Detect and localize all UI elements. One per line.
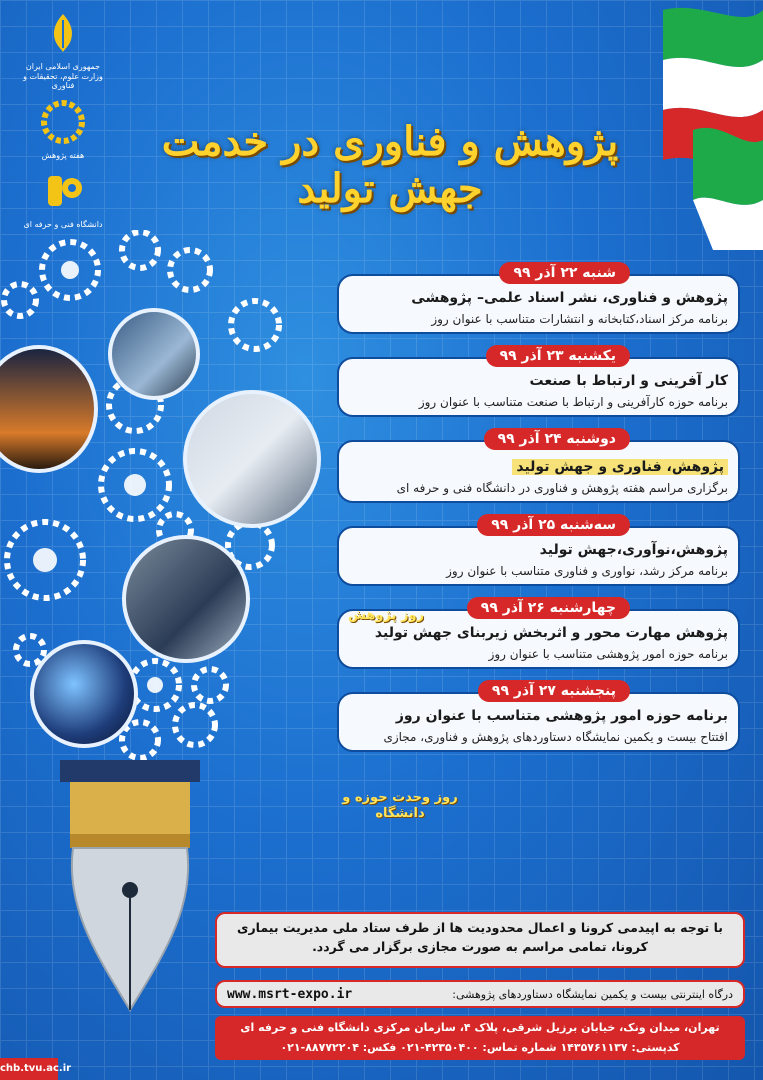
university-caption: دانشگاه فنی و حرفه ای xyxy=(23,220,103,230)
workshop-photo xyxy=(108,308,200,400)
event-description: برنامه مرکز رشد، نواوری و فناوری متناسب با عنوان روز xyxy=(446,564,728,578)
covid-notice: با توجه به اپیدمی کرونا و اعمال محدودیت ها از طرف ستاد ملی مدیریت بیماری کرونا، تمامی مراسم به صورت مجازی برگزار می گردد. xyxy=(215,912,745,968)
source-watermark: chb.tvu.ac.ir xyxy=(0,1058,58,1080)
event-day-4 xyxy=(337,514,740,586)
logo-column xyxy=(18,8,108,236)
event-date: دوشنبه ۲۴ آذر ۹۹ xyxy=(484,428,630,450)
event-description: برنامه حوزه کارآفرینی و ارتباط با صنعت متناسب با عنوان روز xyxy=(418,395,728,409)
portal-url-link[interactable]: www.msrt-expo.ir xyxy=(227,986,353,1002)
research-week-caption: هفته پژوهش xyxy=(41,150,85,160)
event-date: شنبه ۲۲ آذر ۹۹ xyxy=(499,262,630,284)
event-description: برنامه حوزه امور پژوهشی متناسب با عنوان روز xyxy=(488,647,728,661)
event-description: برنامه مرکز اسناد،کتابخانه و انتشارات متناسب با عنوان روز xyxy=(431,312,728,326)
page-title: پژوهش و فناوری در خدمت جهش تولید xyxy=(161,118,619,212)
event-date: یکشنبه ۲۳ آذر ۹۹ xyxy=(486,345,630,367)
unity-day-label: روز وحدت حوزه و دانشگاه xyxy=(342,790,458,821)
university-logo-icon xyxy=(38,166,88,216)
events-list xyxy=(337,262,740,763)
gov-emblem-caption: جمهوری اسلامی ایران وزارت علوم، تحقیقات و فناوری xyxy=(23,62,103,91)
event-day-3 xyxy=(337,428,740,503)
event-description: برگزاری مراسم هفته پژوهش و فناوری در دانشگاه فنی و حرفه ای xyxy=(396,481,728,495)
event-date: سه‌شنبه ۲۵ آذر ۹۹ xyxy=(477,514,630,536)
portal-label: درگاه اینترنتی بیست و یکمین نمایشگاه دستاوردهای پژوهشی: xyxy=(452,987,733,1001)
contact-phone: کدپستی: ۱۴۳۵۷۶۱۱۳۷ شماره تماس: ۴۲۳۵۰۴۰۰-۰۲۱ فکس: ۸۸۷۷۲۲۰۴-۰۲۱ xyxy=(280,1041,680,1054)
pen-nib-icon xyxy=(55,760,205,1015)
gov-emblem-icon xyxy=(38,8,88,58)
event-date: چهارشنبه ۲۶ آذر ۹۹ xyxy=(467,597,630,619)
portal-bar xyxy=(215,980,745,1008)
event-title: پژوهش،نوآوری،جهش تولید xyxy=(539,542,728,558)
students-photo xyxy=(122,535,250,663)
event-description: افتتاح بیست و یکمین نمایشگاه دستاوردهای پژوهش و فناوری، مجازی xyxy=(383,730,728,744)
research-day-label: روز پژوهش xyxy=(348,608,425,623)
event-title: پژوهش، فناوری و جهش تولید xyxy=(512,459,728,475)
satellite-photo xyxy=(30,640,138,748)
research-week-icon xyxy=(38,97,88,147)
lab-photo xyxy=(183,390,321,528)
contact-address: تهران، میدان ونک، خیابان برزیل شرقی، پلاک ۴، سازمان مرکزی دانشگاه فنی و حرفه ای xyxy=(240,1021,720,1034)
event-day-2 xyxy=(337,345,740,417)
event-title: پژوهش و فناوری، نشر اسناد علمی– پژوهشی xyxy=(411,290,728,306)
event-date: پنجشنبه ۲۷ آذر ۹۹ xyxy=(478,680,630,702)
event-day-6 xyxy=(337,680,740,752)
event-title: کار آفرینی و ارتباط با صنعت xyxy=(529,373,728,389)
event-title: برنامه حوزه امور پژوهشی متناسب با عنوان روز xyxy=(395,708,728,724)
event-day-1 xyxy=(337,262,740,334)
event-title: پژوهش مهارت محور و اثربخش زیربنای جهش تولید xyxy=(374,625,728,641)
contact-bar xyxy=(215,1016,745,1060)
